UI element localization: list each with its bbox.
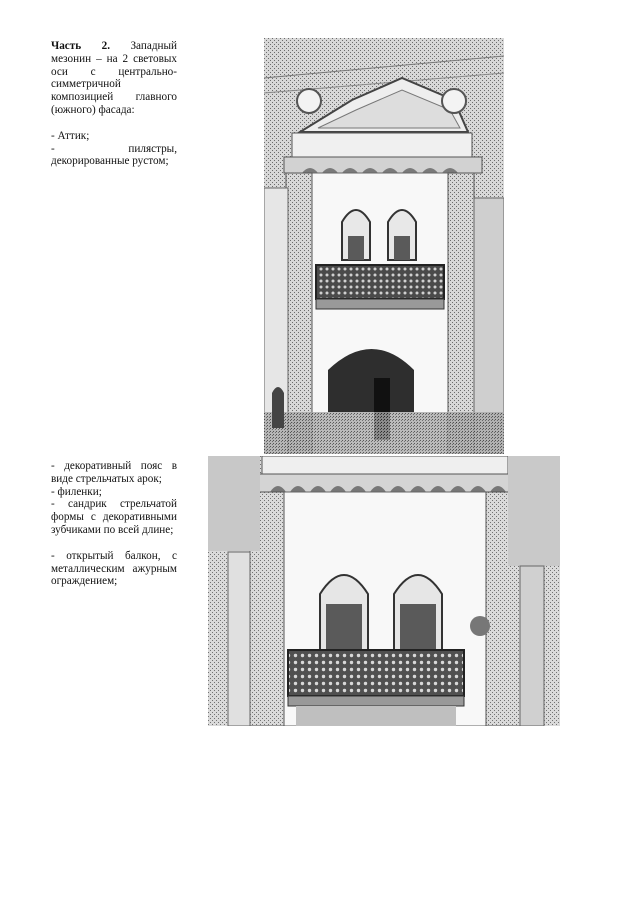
- list-item-panels: - филенки;: [51, 485, 102, 498]
- intro-text: Западный мезонин – на 2 световых оси с центрально-симметричной композицией главного (южного) фасада:: [51, 40, 178, 116]
- intro-paragraph: [51, 40, 177, 117]
- list-item-sandrik: - сандрик стрельчатой формы с декоративными зубчиками по всей длине;: [51, 498, 177, 536]
- facade-photo-bottom: [208, 456, 560, 726]
- facade-photo-top: [264, 38, 504, 454]
- list-item-pilasters: - пилястры, декорированные рустом;: [51, 142, 177, 168]
- list-item-arches: - декоративный пояс в виде стрельчатых арок;: [51, 460, 177, 485]
- list-item-attic: - Аттик;: [51, 129, 90, 142]
- description-block-1: [51, 40, 177, 168]
- facade-photo-bottom-image: [208, 456, 560, 726]
- description-block-2: [51, 460, 177, 588]
- list-item-balcony: - открытый балкон, с металлическим ажурным ограждением;: [51, 549, 177, 588]
- facade-photo-top-image: [264, 38, 504, 454]
- part-heading: Часть 2.: [51, 40, 111, 52]
